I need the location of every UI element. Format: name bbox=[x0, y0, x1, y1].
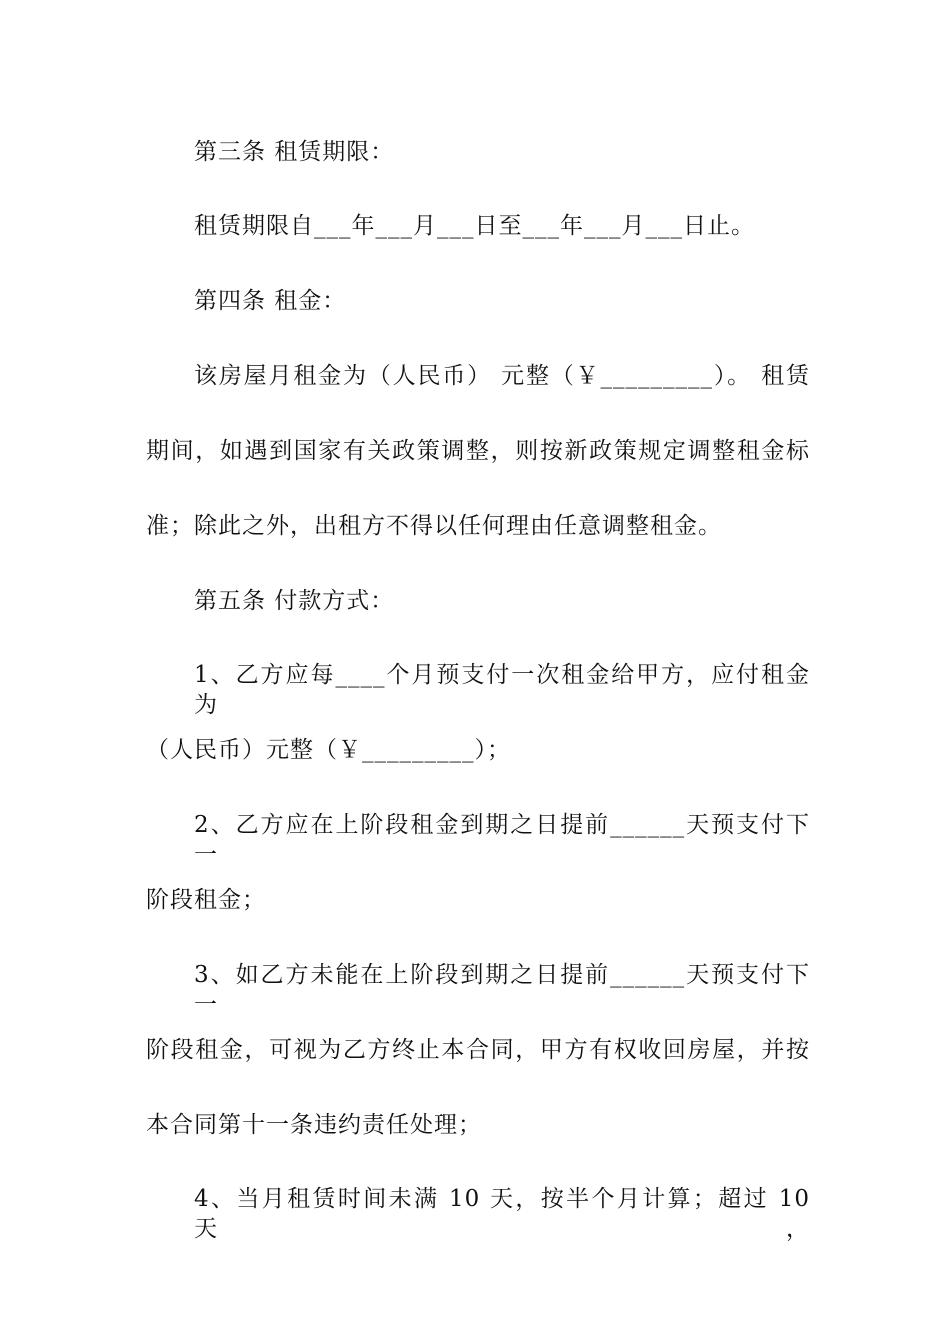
payment-item-3-line-1: 3、如乙方未能在上阶段到期之日提前______天预支付下一 bbox=[194, 962, 810, 1018]
lease-term-text: 租赁期限自___年___月___日至___年___月___日止。 bbox=[194, 213, 755, 239]
article-4-heading: 第四条 租金： bbox=[194, 288, 347, 314]
article-3-heading: 第三条 租赁期限： bbox=[194, 139, 395, 165]
rent-paragraph-line-3: 准；除此之外，出租方不得以任何理由任意调整租金。 bbox=[146, 513, 722, 539]
rent-paragraph-line-1: 该房屋月租金为（人民币） 元整（￥_________）。 租赁 bbox=[194, 363, 810, 389]
payment-item-3-line-3: 本合同第十一条违约责任处理； bbox=[146, 1112, 482, 1138]
payment-item-4-line-1: 4、当月租赁时间未满 10 天，按半个月计算；超过 10 天， bbox=[194, 1186, 810, 1242]
payment-item-3-line-2: 阶段租金，可视为乙方终止本合同，甲方有权收回房屋，并按 bbox=[146, 1037, 810, 1063]
article-5-heading: 第五条 付款方式： bbox=[194, 588, 395, 614]
payment-item-1-line-2: （人民币）元整（￥_________）； bbox=[146, 737, 511, 763]
payment-item-2-line-1: 2、乙方应在上阶段租金到期之日提前______天预支付下一 bbox=[194, 812, 810, 868]
payment-item-1-line-1: 1、乙方应每____个月预支付一次租金给甲方，应付租金为 bbox=[194, 662, 810, 718]
payment-item-2-line-2: 阶段租金； bbox=[146, 887, 266, 913]
rent-paragraph-line-2: 期间，如遇到国家有关政策调整，则按新政策规定调整租金标 bbox=[146, 438, 810, 464]
